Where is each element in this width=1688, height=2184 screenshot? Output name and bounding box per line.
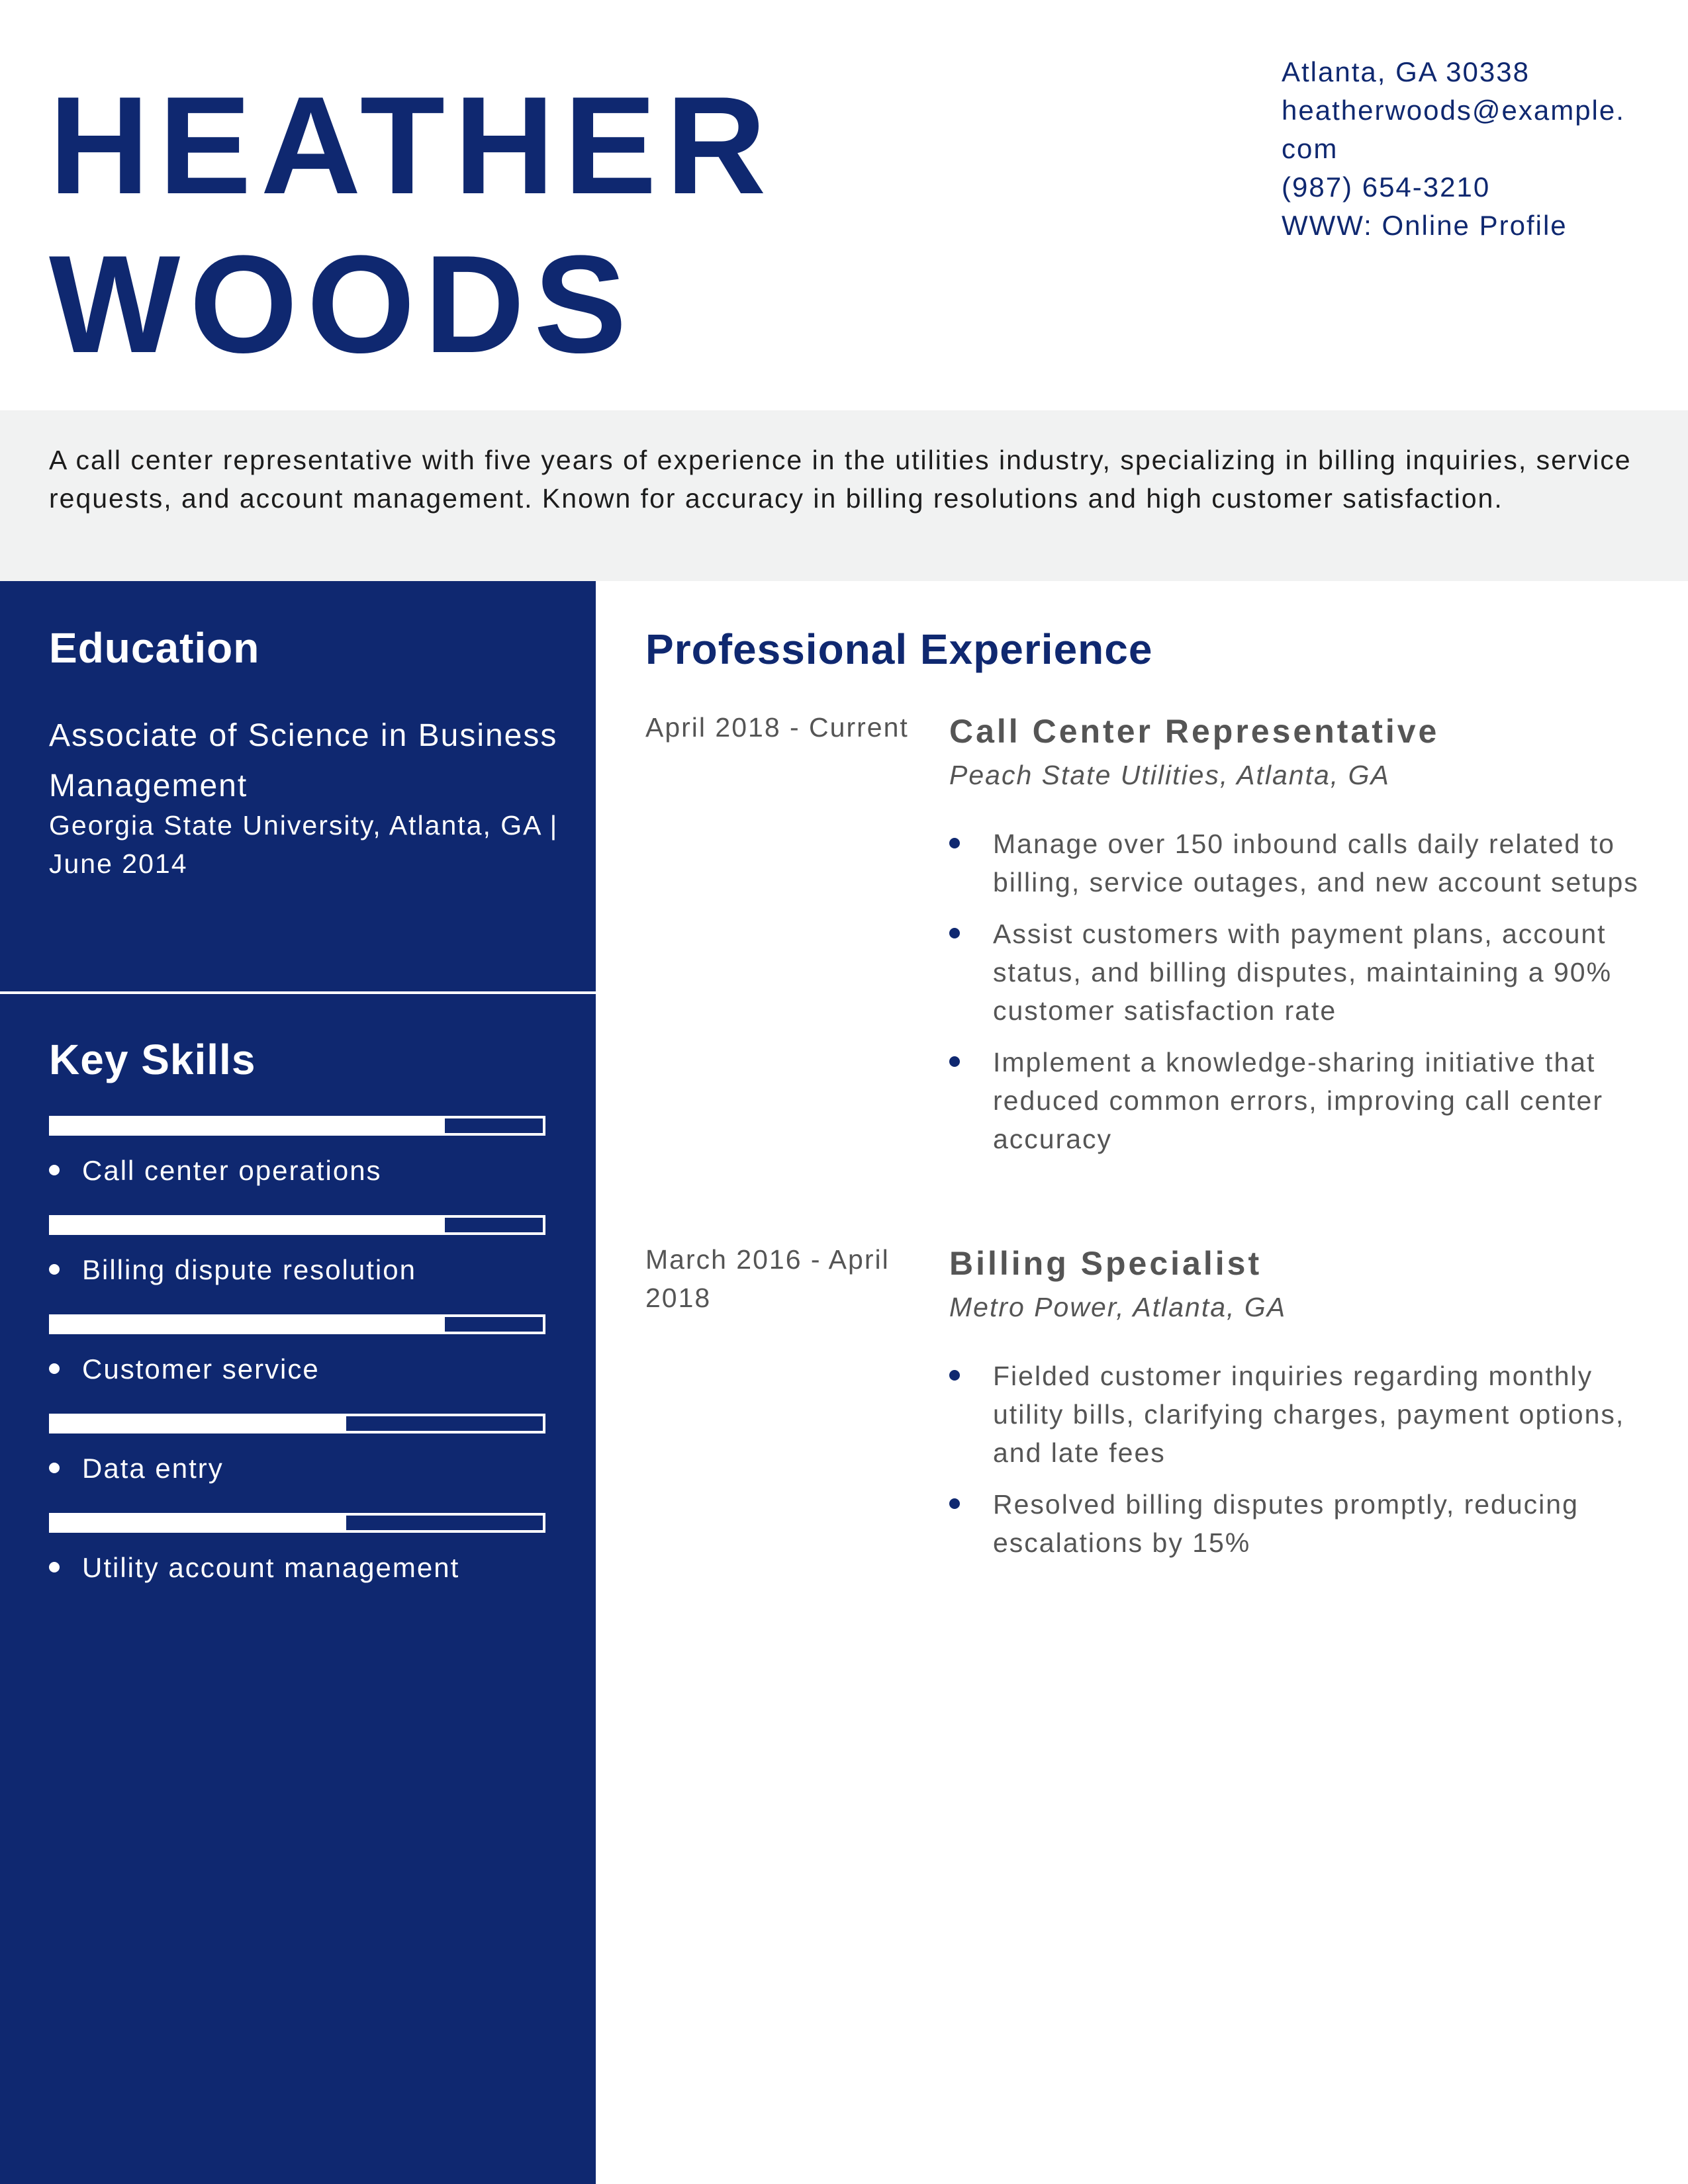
bullet-text: Fielded customer inquiries regarding monthly utility bills, clarifying charges, payment options, and late fees	[993, 1361, 1625, 1468]
skill-item	[49, 1549, 459, 1587]
resume-header	[0, 0, 1688, 410]
candidate-name	[49, 66, 775, 384]
skill-level-fill	[52, 1317, 445, 1332]
skill-label: Billing dispute resolution	[82, 1254, 416, 1285]
bullet-text: Manage over 150 inbound calls daily related to billing, service outages, and new account setups	[993, 829, 1639, 897]
contact-email-line1[interactable]: heatherwoods@example.	[1282, 95, 1625, 126]
bullet-text: Implement a knowledge-sharing initiative that reduced common errors, improving call center accuracy	[993, 1047, 1603, 1154]
skill-level-bar	[49, 1116, 545, 1136]
job-dates: April 2018 - Current	[645, 712, 909, 743]
skill-label: Customer service	[82, 1353, 320, 1385]
list-item	[949, 825, 1651, 901]
last-name: WOODS	[49, 226, 636, 382]
skill-label: Call center operations	[82, 1155, 382, 1186]
skill-item	[49, 1350, 320, 1388]
list-item	[949, 1357, 1651, 1472]
sidebar-divider	[0, 991, 596, 994]
bullet-icon	[49, 1463, 60, 1473]
job-company: Peach State Utilities, Atlanta, GA	[949, 760, 1390, 790]
sidebar	[0, 581, 596, 2184]
skill-level-fill	[52, 1218, 445, 1232]
job-company: Metro Power, Atlanta, GA	[949, 1292, 1287, 1322]
skill-label: Utility account management	[82, 1552, 460, 1583]
job-bullets	[949, 825, 1651, 1171]
skill-item	[49, 1152, 382, 1190]
skill-level-bar	[49, 1314, 545, 1334]
bullet-icon	[49, 1562, 60, 1572]
summary-section	[0, 410, 1688, 581]
summary-text: A call center representative with five years of experience in the utilities industry, specializing in billing inquiries, service requests, and account management. Known for accuracy in billing resolutions and high customer satisfaction.	[49, 445, 1632, 514]
skill-level-fill	[52, 1416, 346, 1431]
job-dates: March 2016 - April 2018	[645, 1244, 890, 1313]
first-name: HEATHER	[49, 68, 776, 223]
contact-email-line2[interactable]: com	[1282, 133, 1338, 164]
bullet-icon	[949, 838, 960, 848]
skill-item	[49, 1251, 416, 1289]
skill-level-bar	[49, 1414, 545, 1433]
skills-heading: Key Skills	[49, 1036, 256, 1083]
bullet-icon	[949, 1498, 960, 1509]
contact-website-link[interactable]: WWW: Online Profile	[1282, 210, 1568, 241]
list-item	[949, 1485, 1651, 1562]
bullet-icon	[949, 1370, 960, 1381]
education-heading: Education	[49, 624, 260, 672]
contact-phone: (987) 654-3210	[1282, 171, 1491, 203]
bullet-icon	[49, 1264, 60, 1275]
bullet-icon	[49, 1363, 60, 1374]
skill-level-bar	[49, 1215, 545, 1235]
experience-heading: Professional Experience	[645, 625, 1153, 673]
contact-info	[1282, 53, 1652, 245]
job-title: Billing Specialist	[949, 1245, 1262, 1282]
skill-label: Data entry	[82, 1453, 224, 1484]
skill-level-fill	[52, 1516, 346, 1530]
bullet-icon	[49, 1165, 60, 1175]
skill-level-bar	[49, 1513, 545, 1533]
bullet-icon	[949, 928, 960, 938]
job-bullets	[949, 1357, 1651, 1575]
education-degree: Associate of Science in Business Management	[49, 718, 558, 803]
skill-item	[49, 1449, 224, 1488]
job-title: Call Center Representative	[949, 713, 1440, 750]
education-school: Georgia State University, Atlanta, GA | June 2014	[49, 810, 559, 879]
skill-level-fill	[52, 1118, 445, 1133]
list-item	[949, 915, 1651, 1030]
list-item	[949, 1043, 1651, 1158]
contact-location: Atlanta, GA 30338	[1282, 56, 1530, 87]
bullet-icon	[949, 1056, 960, 1067]
bullet-text: Resolved billing disputes promptly, reducing escalations by 15%	[993, 1489, 1579, 1558]
bullet-text: Assist customers with payment plans, account status, and billing disputes, maintaining a 90% customer satisfaction rate	[993, 919, 1613, 1026]
